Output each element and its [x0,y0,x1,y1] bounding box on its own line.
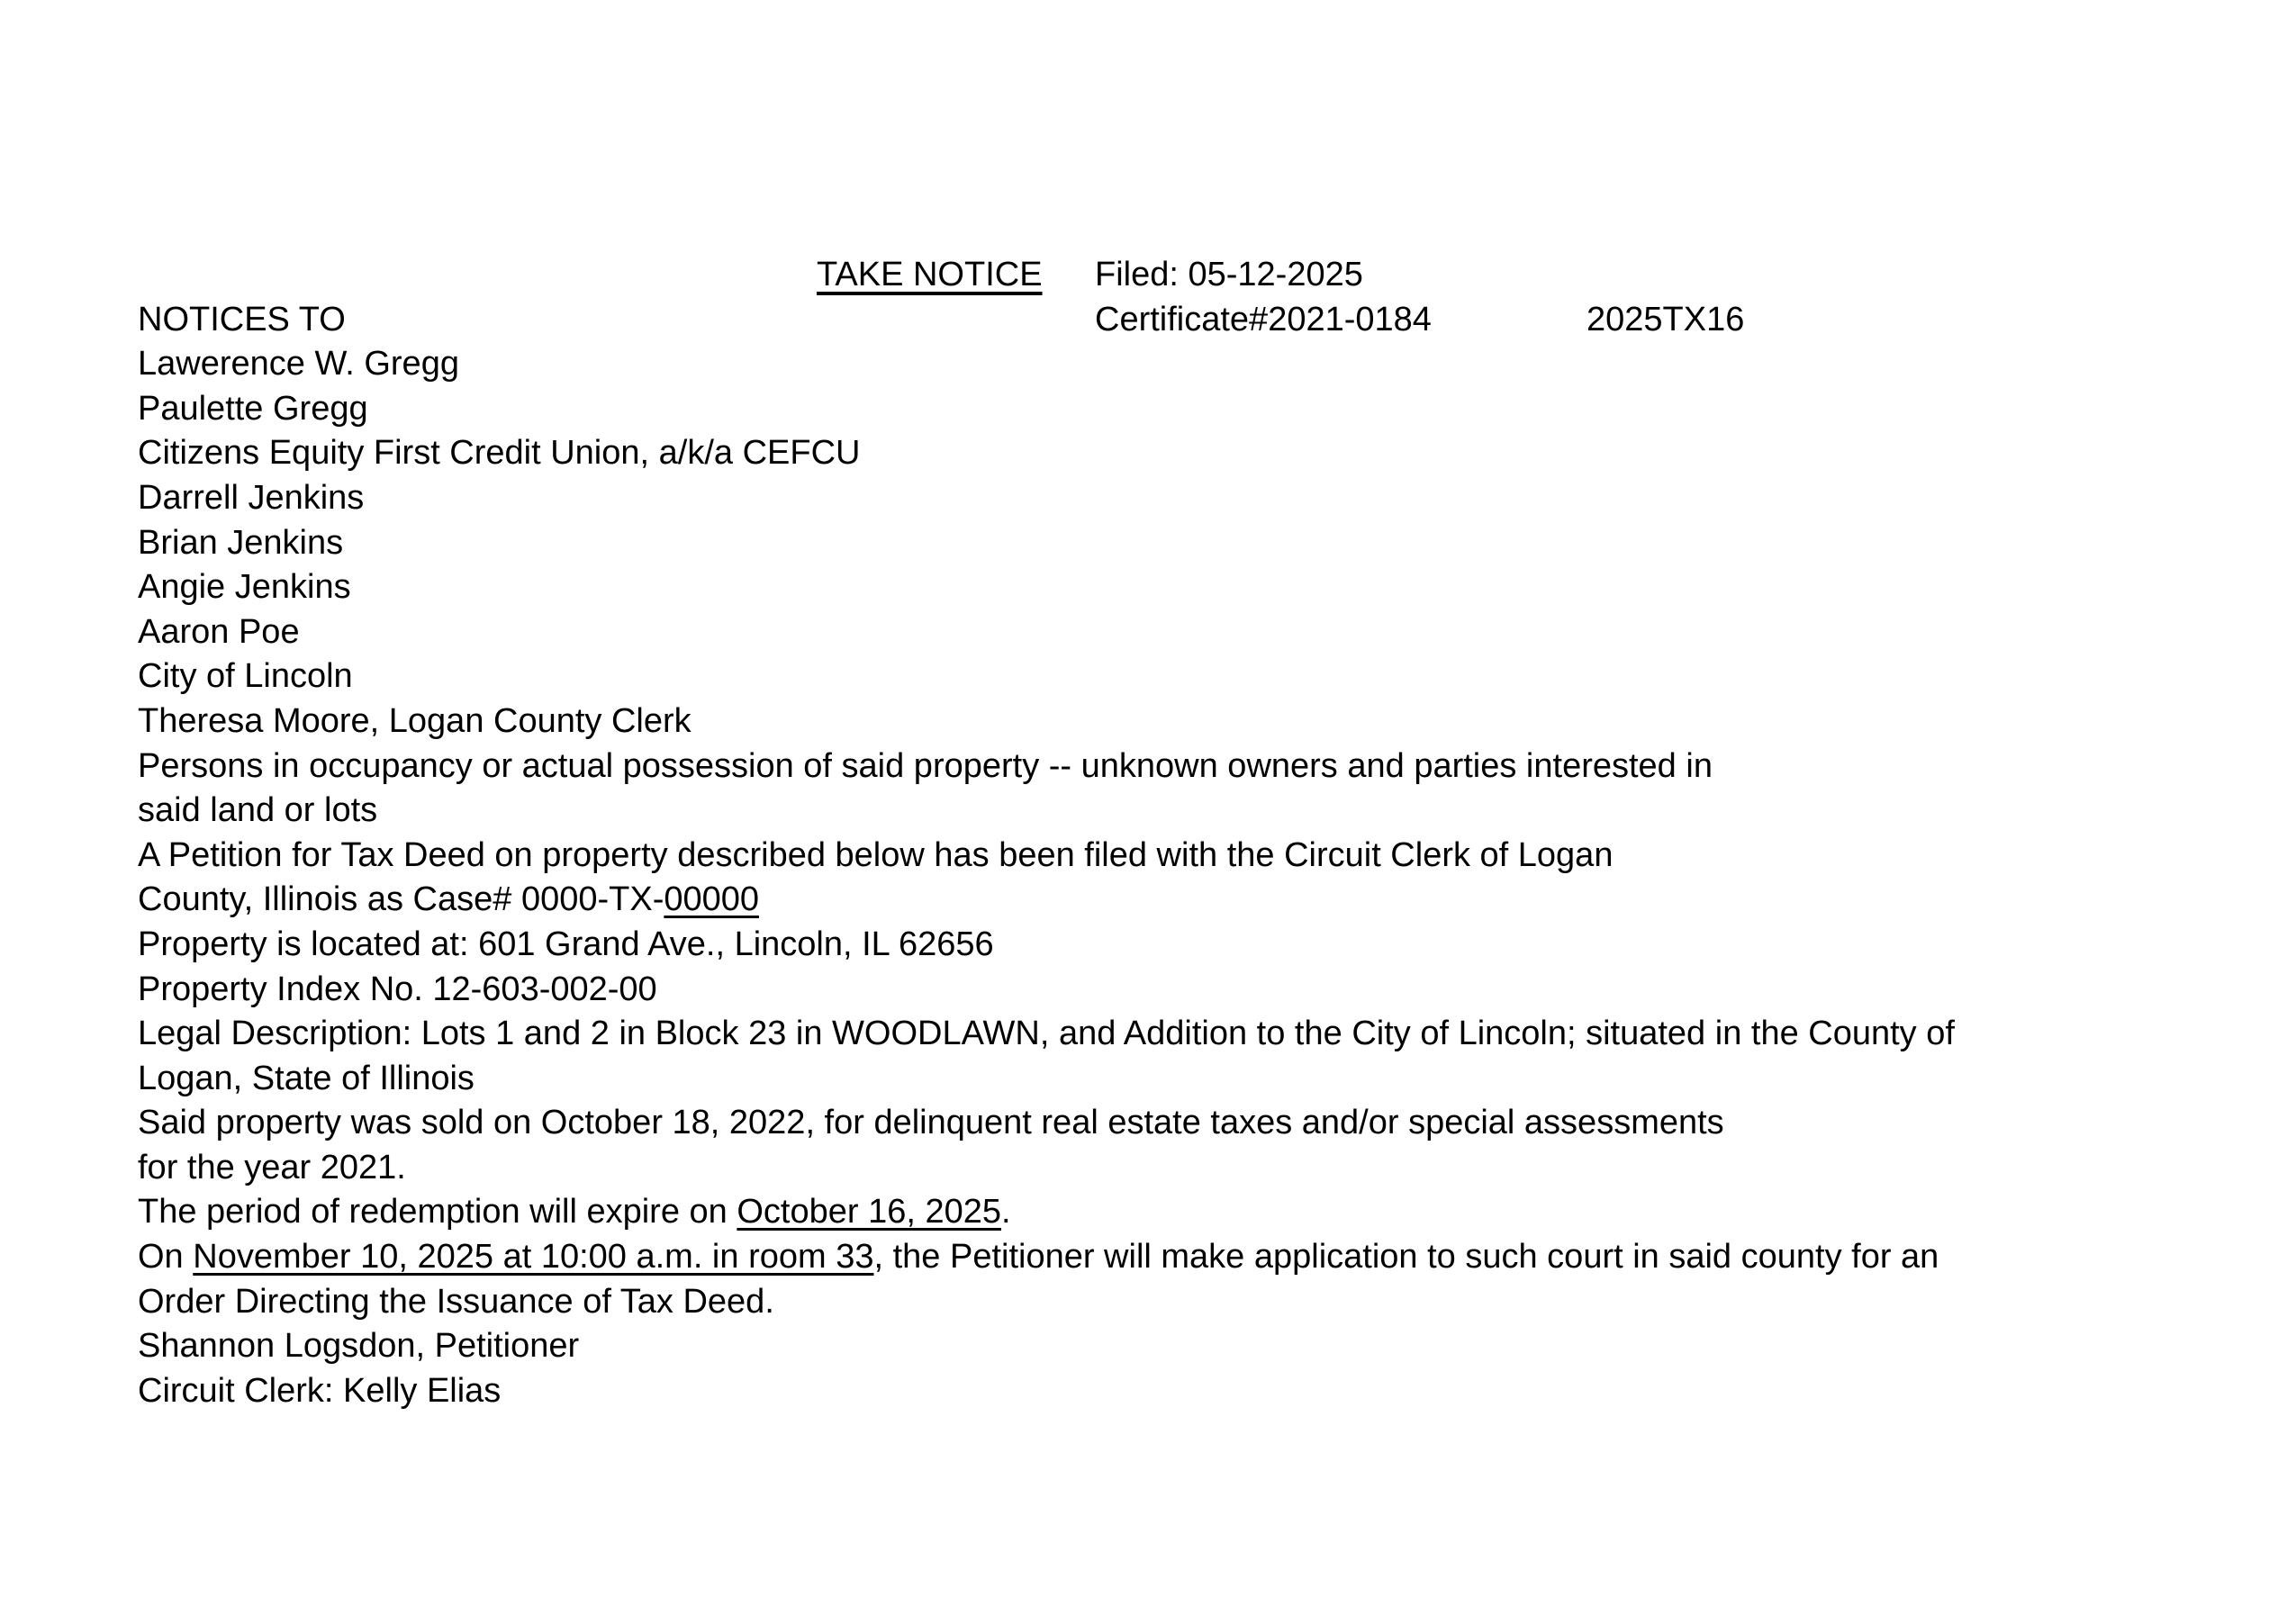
legal-description-continuation: Logan, State of Illinois [138,1059,475,1097]
recipient-line: Lawerence W. Gregg [138,345,459,383]
recipient-line: Brian Jenkins [138,523,344,562]
recipient-line: Darrell Jenkins [138,478,365,517]
property-location-line: Property is located at: 601 Grand Ave., Lincoln, IL 62656 [138,925,994,963]
recipient-line: Paulette Gregg [138,389,368,428]
petition-line: A Petition for Tax Deed on property described below has been filed with the Circuit Clerk of Logan [138,835,1614,874]
header-row-1 [138,253,2263,298]
redemption-date: October 16, 2025 [737,1193,1002,1232]
recipient-line: Theresa Moore, Logan County Clerk [138,701,692,740]
recipient-line: Angie Jenkins [138,568,351,607]
sold-year-line: for the year 2021. [138,1148,406,1186]
circuit-clerk-line: Circuit Clerk: Kelly Elias [138,1371,502,1410]
case-year-code: 2025TX16 [1586,300,1745,338]
certificate-number: Certificate#2021-0184 [1095,300,1432,338]
case-number-prefix: County, Illinois as Case# 0000-TX- [138,880,664,919]
case-number-underlined: 00000 [664,880,760,919]
hearing-prefix: On [138,1238,194,1277]
case-number-line [138,878,2263,923]
recipient-line: City of Lincoln [138,657,353,696]
filed-date: Filed: 05-12-2025 [1095,256,1363,293]
recipient-line: Aaron Poe [138,612,300,651]
redemption-prefix: The period of redemption will expire on [138,1193,737,1232]
hearing-datetime: November 10, 2025 at 10:00 a.m. in room 33 [193,1238,874,1277]
legal-description-line: Legal Description: Lots 1 and 2 in Block 23 in WOODLAWN, and Addition to the City of Lincoln; situated in the County of [138,1015,1955,1053]
recipient-line: Citizens Equity First Credit Union, a/k/a CEFCU [138,434,861,473]
recipient-line: said land or lots [138,791,378,830]
order-line: Order Directing the Issuance of Tax Deed. [138,1282,774,1321]
take-notice-title: TAKE NOTICE [817,256,1043,293]
sold-line: Said property was sold on October 18, 2022, for delinquent real estate taxes and/or special assessments [138,1104,1724,1142]
redemption-suffix: . [1001,1193,1011,1232]
petitioner-line: Shannon Logsdon, Petitioner [138,1327,580,1366]
hearing-line [138,1235,2263,1280]
notice-document [138,253,2263,1413]
hearing-suffix: , the Petitioner will make application to such court in said county for an [873,1238,1939,1277]
property-index-line: Property Index No. 12-603-002-00 [138,970,657,1008]
redemption-line [138,1190,2263,1235]
header-row-2 [138,298,2263,343]
recipient-line: Persons in occupancy or actual possession of said property -- unknown owners and parties interested in [138,746,1713,785]
notices-to-label: NOTICES TO [138,300,346,338]
